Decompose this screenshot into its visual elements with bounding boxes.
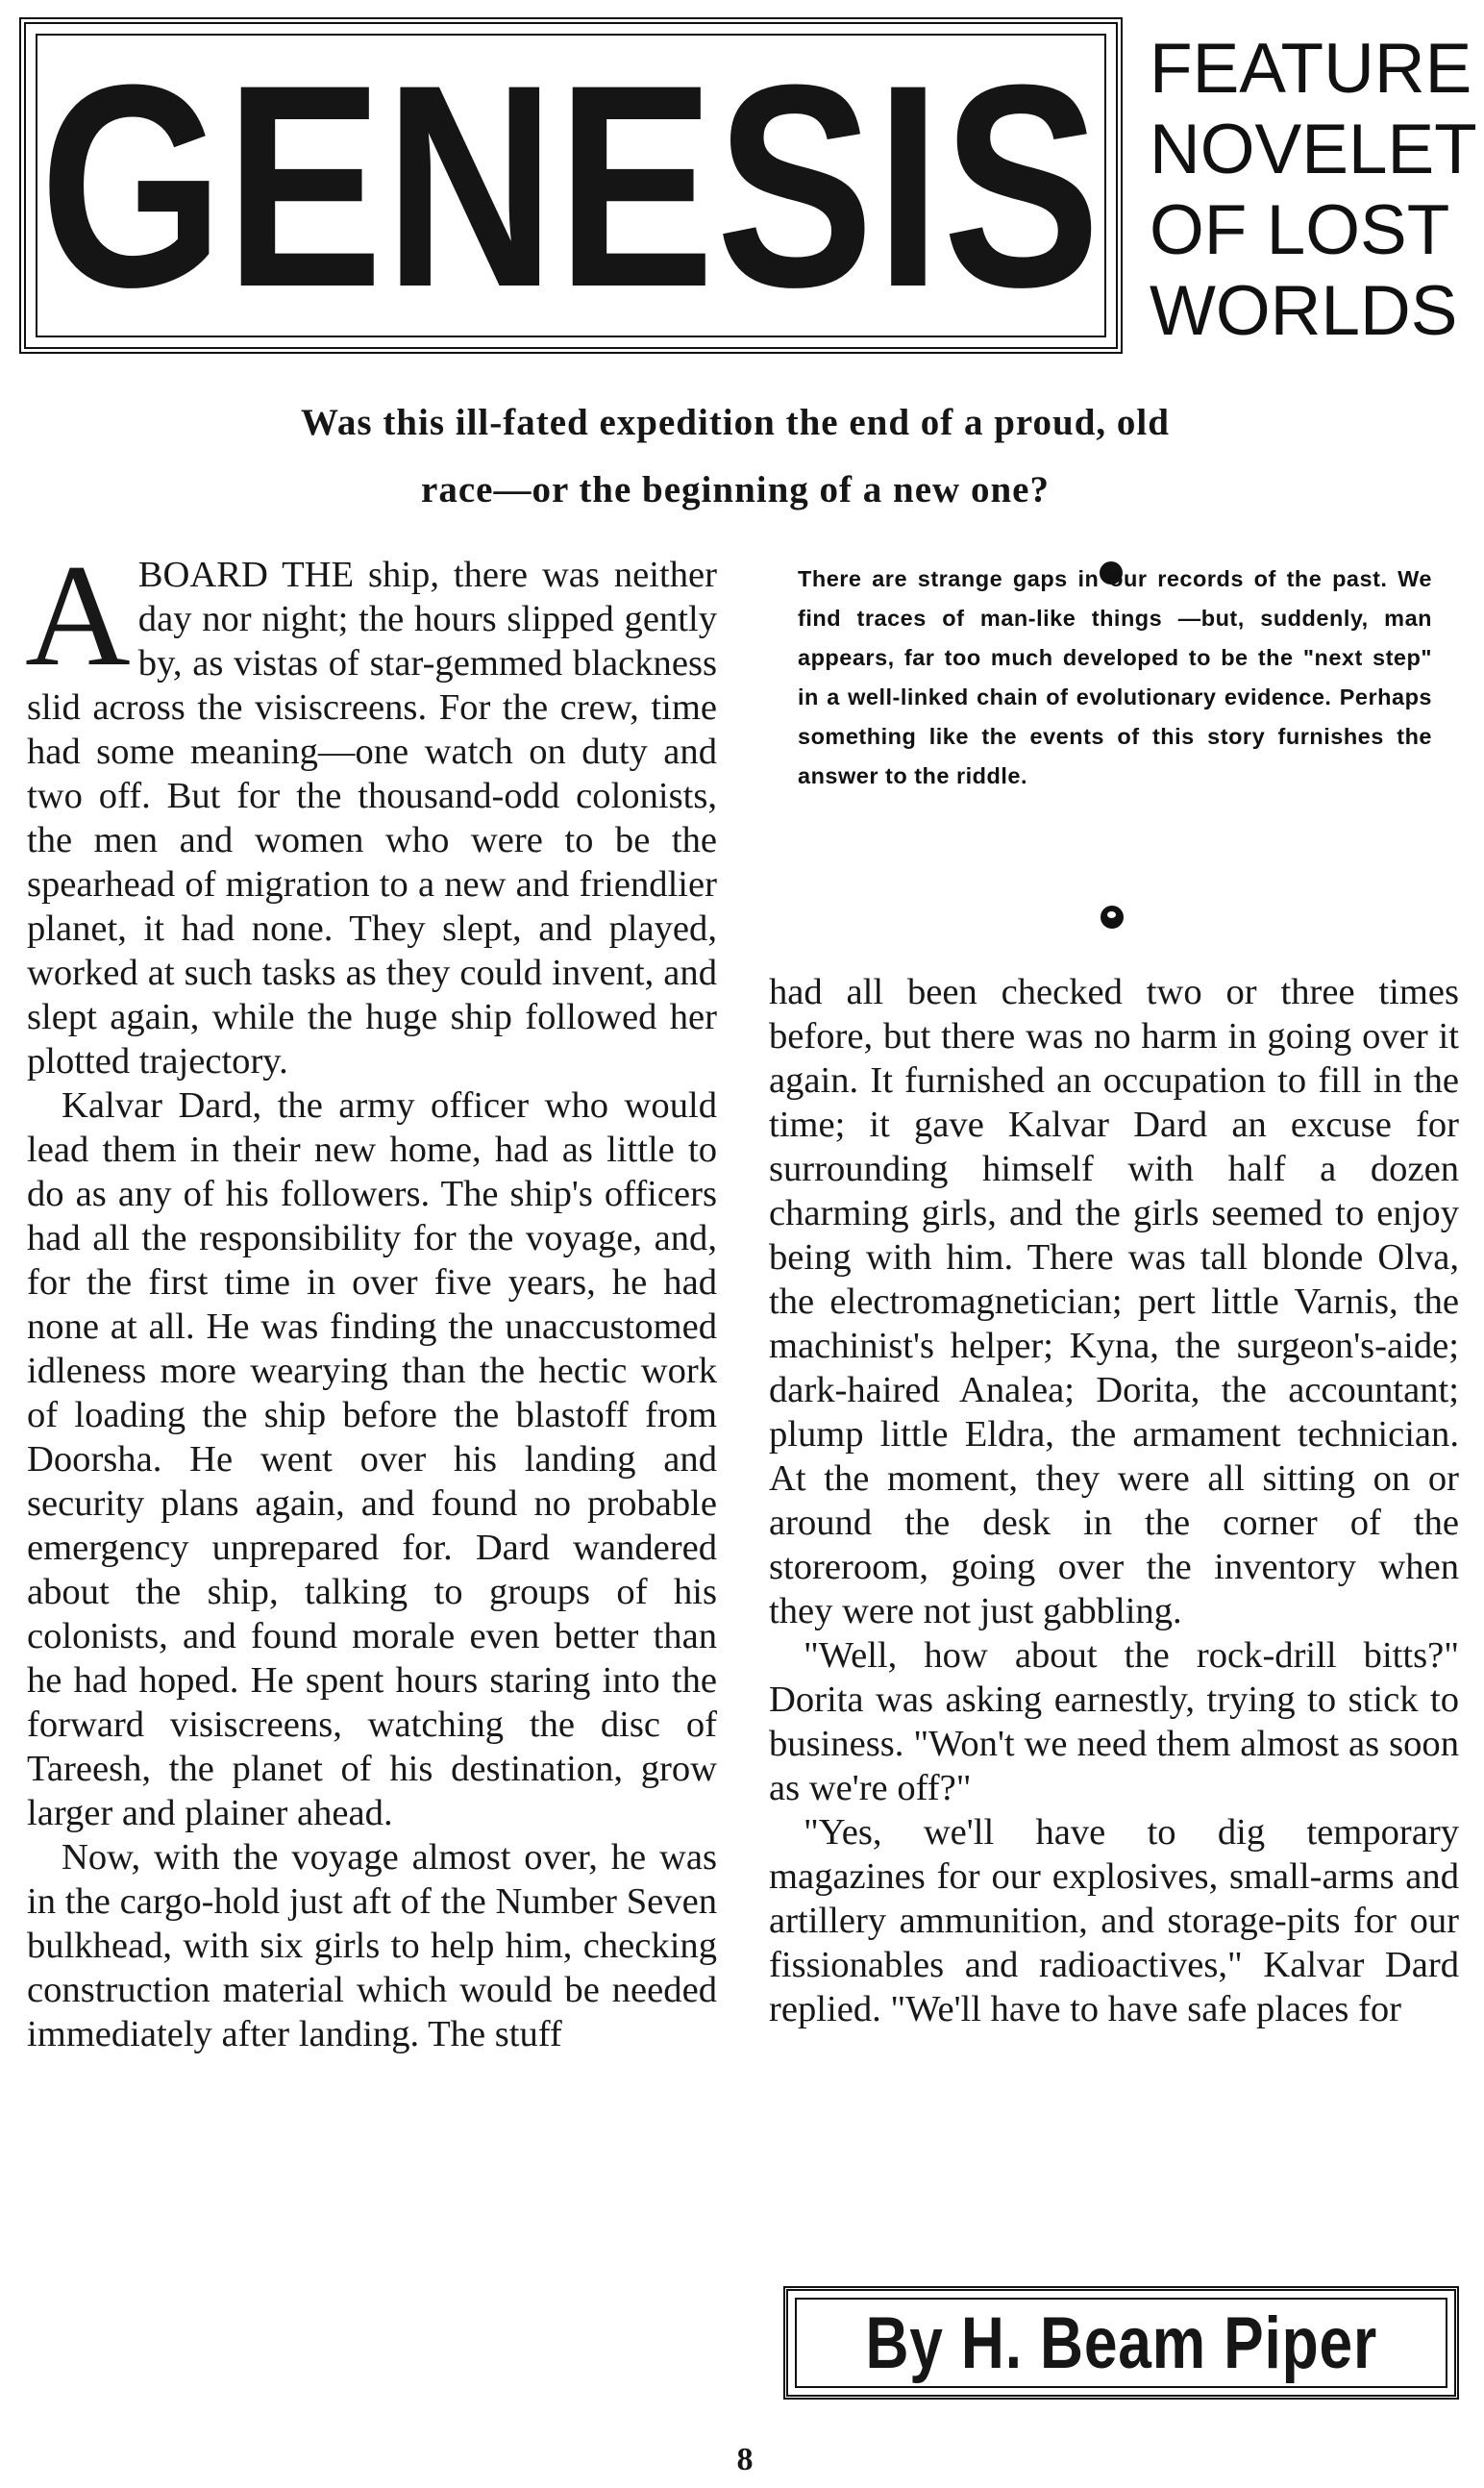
paragraph-2: Kalvar Dard, the army officer who would lead them in their new home, had as little to do as any of his followers. The ship's officers had all the responsibility for the voyage, and, for the first time in over five years, he had none at all. He was finding the unaccustomed idleness more wearying than the hectic work of loading the ship before the blastoff from Doorsha. He went over his landing and security plans again, and found no probable emergency unprepared for. Dard wandered about the ship, talking to groups of his colonists, and found morale even better than he had hoped. He spent hours staring into the forward visiscreens, watching the disc of Tareesh, the planet of his destination, grow larger and plainer ahead.: [27, 1085, 717, 1833]
paragraph-1-text: ship, there was neither day nor night; the hours slipped gently by, as vistas of star-gemmed blackness slid across the visiscreens. For the crew, time had some meaning—one watch on duty and two off. But for the thousand-odd colonists, the men and women who were to be the spearhead of migration to a new and friendlier planet, it had none. They slept, and played, worked at such tasks as they could invent, and slept again, while the huge ship followed her plotted trajectory.: [27, 555, 717, 1082]
paragraph-5: "Yes, we'll have to dig temporary magazines for our explosives, small-arms and artillery ammunition, and storage-pits for our fissionables and radioactives," Kalvar Dard replied. "We'll have to have safe places for: [769, 1812, 1459, 2029]
opening-caps: BOARD THE: [137, 555, 355, 595]
drop-cap: A: [25, 535, 131, 696]
paragraph-3-continued: had all been checked two or three times before, but there was no harm in going over it again. It furnished an occupation to fill in the time; it gave Kalvar Dard an excuse for surrounding himself with half a dozen charming girls, and the girls seemed to enjoy being with him. There was tall blonde Olva, the electromagnetician; pert little Varnis, the machinist's helper; Kyna, the surgeon's-aide; dark-haired Analea; Dorita, the accountant; plump little Eldra, the armament technician. At the moment, they were all sitting on or around the desk in the corner of the storeroom, going over the inventory when they were not just gabbling.: [769, 972, 1459, 1631]
left-column: [25, 535, 717, 2056]
paragraph-4: "Well, how about the rock-drill bitts?" Dorita was asking earnestly, trying to stick to business. "Won't we need them almost as soon as we're off?": [769, 1635, 1459, 1808]
author-byline: By H. Beam Piper: [865, 2301, 1377, 2384]
intro-blurb: There are strange gaps in our records of the past. We find traces of man-like things —but, suddenly, man appears, far too much developed to be the "next step" in a well-linked chain of evolutionary evidence. Perhaps something like the events of this story furnishes the answer to the riddle.: [798, 566, 1432, 788]
story-title: GENESIS: [39, 24, 1102, 347]
deck-line-2: race—or the beginning of a new one?: [421, 469, 1050, 510]
tag-line: WORLDS: [1150, 272, 1458, 350]
byline-frame: [783, 2286, 1459, 2400]
feature-tag: [1150, 29, 1476, 352]
paragraph-3: Now, with the voyage almost over, he was in the cargo-hold just aft of the Number Seven bulkhead, with six girls to help him, checking construction material which would be needed immediately after landing. The stuff: [27, 1837, 717, 2054]
bullet-ornament-bottom: [1101, 906, 1124, 929]
tag-line: OF LOST: [1150, 191, 1450, 269]
tag-line: FEATURE: [1150, 30, 1472, 108]
right-column: [769, 970, 1459, 2031]
paragraph-1: [25, 535, 717, 1083]
tag-line: NOVELET: [1150, 111, 1477, 188]
title-frame: [19, 17, 1123, 354]
story-deck: [144, 389, 1326, 524]
deck-line-1: Was this ill-fated expedition the end of a proud, old: [301, 402, 1170, 443]
page-number: 8: [736, 2442, 754, 2477]
